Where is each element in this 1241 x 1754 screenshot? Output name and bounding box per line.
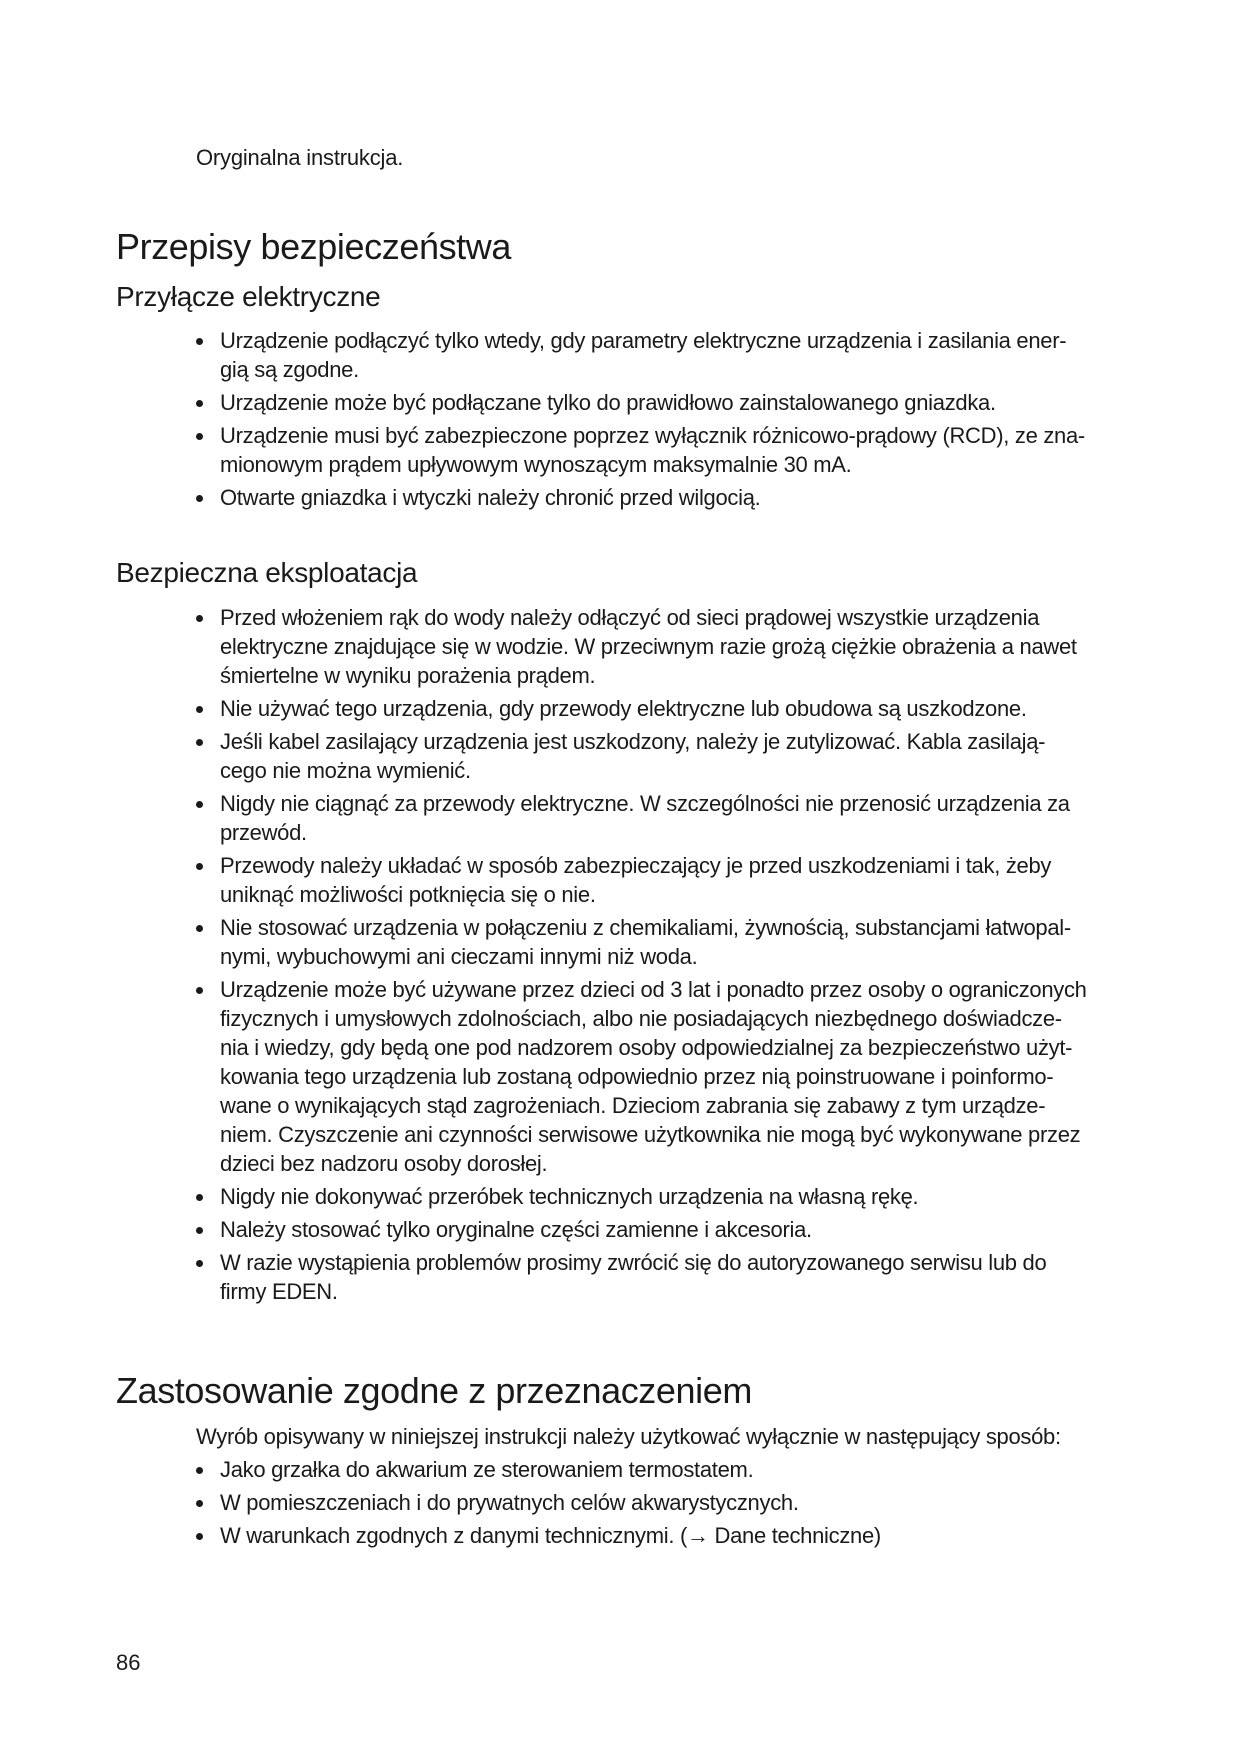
list-item: Nie stosować urządzenia w połączeniu z chemikaliami, żywnością, substancjami łatwopal- nymi, wybuchowymi ani cieczami innymi niż woda. <box>196 913 1126 971</box>
bullet-icon <box>196 739 203 746</box>
bullet-icon <box>196 1194 203 1201</box>
bullet-icon <box>196 925 203 932</box>
bullet-icon <box>196 400 203 407</box>
list-item: Przewody należy układać w sposób zabezpieczający je przed uszkodzeniami i tak, żeby uniknąć możliwości potknięcia się o nie. <box>196 851 1126 909</box>
list-item: Otwarte gniazdka i wtyczki należy chronić przed wilgocią. <box>196 483 1126 512</box>
electrical-connection-list <box>196 326 1126 516</box>
list-item: Urządzenie może być używane przez dzieci od 3 lat i ponadto przez osoby o ograniczonych fizycznych i umysłowych zdolnościach, albo nie posiadających niezbędnego doświadcze- nia i wiedzy, gdy będą one pod nadzorem osoby odpowiedzialnej za bezpieczeństwo użyt- kowania tego urządzenia lub zostaną odpowiednio przez nią poinstruowane i poinformo- wane o wynikających stąd zagrożeniach. Dzieciom zabrania się zabawy z tym urządze- niem. Czyszczenie ani czynności serwisowe użytkownika nie mogą być wykonywane przez dzieci bez nadzoru osoby dorosłej. <box>196 975 1126 1178</box>
page-number: 86 <box>116 1650 141 1675</box>
list-item: Należy stosować tylko oryginalne części zamienne i akcesoria. <box>196 1215 1126 1244</box>
list-item: Nie używać tego urządzenia, gdy przewody elektryczne lub obudowa są uszkodzone. <box>196 694 1126 723</box>
bullet-icon <box>196 706 203 713</box>
list-item: Jako grzałka do akwarium ze sterowaniem termostatem. <box>196 1455 1126 1484</box>
list-item: Urządzenie musi być zabezpieczone poprzez wyłącznik różnicowo-prądowy (RCD), ze zna- mionowym prądem upływowym wynoszącym maksymalnie 30 mA. <box>196 421 1126 479</box>
intended-use-lead: Wyrób opisywany w niniejszej instrukcji należy użytkować wyłącznie w następujący sposób: <box>196 1424 1061 1449</box>
bullet-icon <box>196 1467 203 1474</box>
intro-text: Oryginalna instrukcja. <box>196 145 404 170</box>
list-item: Urządzenie podłączyć tylko wtedy, gdy parametry elektryczne urządzenia i zasilania ener- gią są zgodne. <box>196 326 1126 384</box>
bullet-icon <box>196 987 203 994</box>
intended-use-heading: Zastosowanie zgodne z przeznaczeniem <box>116 1370 752 1411</box>
bullet-icon <box>196 433 203 440</box>
list-item: Nigdy nie dokonywać przeróbek technicznych urządzenia na własną rękę. <box>196 1182 1126 1211</box>
list-item: W razie wystąpienia problemów prosimy zwrócić się do autoryzowanego serwisu lub do firmy EDEN. <box>196 1248 1126 1306</box>
bullet-icon <box>196 1260 203 1267</box>
safety-heading: Przepisy bezpieczeństwa <box>116 226 511 267</box>
bullet-icon <box>196 863 203 870</box>
list-item: Jeśli kabel zasilający urządzenia jest uszkodzony, należy je zutylizować. Kabla zasilają- cego nie można wymienić. <box>196 727 1126 785</box>
intended-use-list <box>196 1455 1126 1554</box>
bullet-icon <box>196 615 203 622</box>
safe-operation-list <box>196 603 1126 1310</box>
list-item: W pomieszczeniach i do prywatnych celów akwarystycznych. <box>196 1488 1126 1517</box>
bullet-icon <box>196 1500 203 1507</box>
bullet-icon <box>196 495 203 502</box>
bullet-icon <box>196 1227 203 1234</box>
list-item: Nigdy nie ciągnąć za przewody elektryczne. W szczególności nie przenosić urządzenia za przewód. <box>196 789 1126 847</box>
list-item: W warunkach zgodnych z danymi technicznymi. (→ Dane techniczne) <box>196 1521 1126 1550</box>
safe-operation-heading: Bezpieczna eksploatacja <box>116 557 418 588</box>
bullet-icon <box>196 1533 203 1540</box>
bullet-icon <box>196 338 203 345</box>
list-item: Urządzenie może być podłączane tylko do prawidłowo zainstalowanego gniazdka. <box>196 388 1126 417</box>
electrical-connection-heading: Przyłącze elektryczne <box>116 281 381 312</box>
bullet-icon <box>196 801 203 808</box>
list-item: Przed włożeniem rąk do wody należy odłączyć od sieci prądowej wszystkie urządzenia elektryczne znajdujące się w wodzie. W przeciwnym razie grożą ciężkie obrażenia a nawet śmiertelne w wyniku porażenia prądem. <box>196 603 1126 690</box>
